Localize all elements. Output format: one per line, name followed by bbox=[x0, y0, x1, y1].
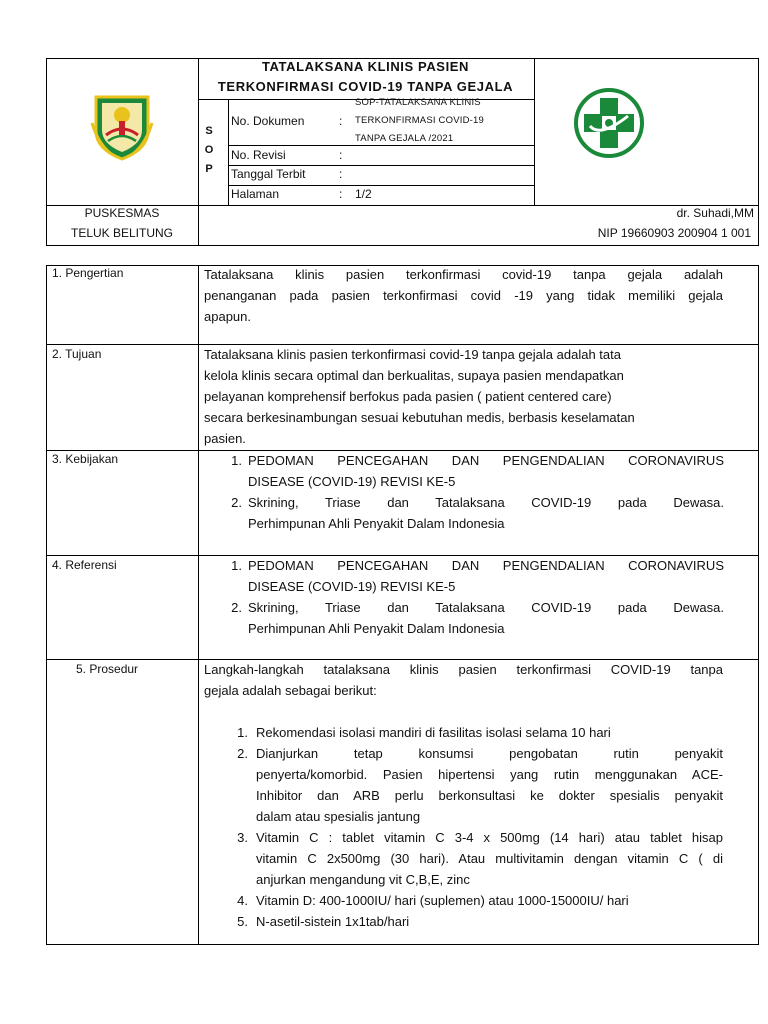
field-label-tanggal-terbit: Tanggal Terbit bbox=[231, 167, 306, 181]
list-number: 3. bbox=[237, 830, 248, 845]
list-item bbox=[222, 597, 724, 639]
text-line: DISEASE (COVID-19) REVISI KE-5 bbox=[248, 579, 456, 594]
text-line: penanganan pada pasien terkonfirmasi covid -19 yang tidak memiliki gejala bbox=[204, 288, 723, 303]
text-line: Tatalaksana klinis pasien terkonfirmasi covid-19 tanpa gejala adalah tata bbox=[204, 347, 621, 362]
list-item bbox=[228, 722, 723, 743]
document-title-line1: TATALAKSANA KLINIS PASIEN bbox=[261, 59, 470, 74]
list-number: 5. bbox=[237, 914, 248, 929]
signer-nip: NIP 19660903 200904 1 001 bbox=[597, 226, 751, 240]
text-line: PEDOMAN PENCEGAHAN DAN PENGENDALIAN CORONAVIRUS bbox=[248, 558, 724, 573]
field-value-no-dokumen-1: SOP-TATALAKSANA KLINIS bbox=[355, 97, 481, 108]
sop-letter-p: P bbox=[205, 163, 213, 175]
list-number: 2. bbox=[237, 746, 248, 761]
field-colon: : bbox=[339, 167, 343, 181]
text-line: Skrining, Triase dan Tatalaksana COVID-19 pada Dewasa. bbox=[248, 495, 724, 510]
text-line: Vitamin C : tablet vitamin C 3-4 x 500mg (14 hari) atau tablet hisap bbox=[256, 830, 723, 845]
text-line: DISEASE (COVID-19) REVISI KE-5 bbox=[248, 474, 456, 489]
section-tujuan-text bbox=[204, 344, 704, 449]
text-line: Skrining, Triase dan Tatalaksana COVID-19 pada Dewasa. bbox=[248, 600, 724, 615]
section-label-referensi: 4. Referensi bbox=[52, 558, 117, 572]
list-item bbox=[228, 890, 723, 911]
text-line: apapun. bbox=[204, 309, 251, 324]
text-line: Dianjurkan tetap konsumsi pengobatan rutin penyakit bbox=[256, 746, 723, 761]
list-item bbox=[222, 555, 724, 597]
text-line: Vitamin D: 400-1000IU/ hari (suplemen) atau 1000-15000IU/ hari bbox=[256, 893, 629, 908]
text-line: secara berkesinambungan sesuai kebutuhan medis, berbasis keselamatan bbox=[204, 410, 635, 425]
list-item bbox=[222, 450, 724, 492]
list-number: 2. bbox=[231, 600, 242, 615]
regional-emblem-icon bbox=[90, 93, 154, 161]
text-line: Rekomendasi isolasi mandiri di fasilitas isolasi selama 10 hari bbox=[256, 725, 611, 740]
section-prosedur-list bbox=[228, 722, 723, 932]
section-label-kebijakan: 3. Kebijakan bbox=[52, 452, 119, 466]
text-line: Inhibitor dan ARB perlu berkonsultasi ke dokter spesialis penyakit bbox=[256, 788, 723, 803]
list-number: 1. bbox=[237, 725, 248, 740]
list-item bbox=[228, 827, 723, 890]
field-label-halaman: Halaman bbox=[231, 187, 280, 201]
field-value-no-dokumen-3: TANPA GEJALA /2021 bbox=[355, 133, 454, 144]
field-label-no-revisi: No. Revisi bbox=[231, 148, 286, 162]
section-prosedur-intro bbox=[204, 659, 723, 701]
section-referensi-list bbox=[222, 555, 724, 639]
text-line: gejala adalah sebagai berikut: bbox=[204, 683, 377, 698]
list-number: 4. bbox=[237, 893, 248, 908]
org-name-line2: TELUK BELITUNG bbox=[70, 226, 174, 240]
list-item bbox=[228, 743, 723, 827]
sop-letter-o: O bbox=[204, 144, 214, 156]
field-colon: : bbox=[339, 148, 343, 162]
text-line: anjurkan mengandung vit C,B,E, zinc bbox=[256, 872, 470, 887]
section-kebijakan-list bbox=[222, 450, 724, 534]
org-name-line1: PUSKESMAS bbox=[84, 206, 160, 220]
field-colon: : bbox=[339, 187, 343, 201]
section-pengertian-text bbox=[204, 264, 723, 327]
text-line: N-asetil-sistein 1x1tab/hari bbox=[256, 914, 410, 929]
puskesmas-cross-icon bbox=[572, 86, 646, 160]
field-value-halaman: 1/2 bbox=[355, 187, 372, 201]
field-colon: : bbox=[339, 114, 343, 128]
text-line: PEDOMAN PENCEGAHAN DAN PENGENDALIAN CORONAVIRUS bbox=[248, 453, 724, 468]
text-line: Langkah-langkah tatalaksana klinis pasien terkonfirmasi COVID-19 tanpa bbox=[204, 662, 723, 677]
section-label-tujuan: 2. Tujuan bbox=[52, 347, 102, 361]
list-item bbox=[228, 911, 723, 932]
field-label-no-dokumen: No. Dokumen bbox=[231, 114, 305, 128]
text-line: pelayanan komprehensif berfokus pada pasien ( patient centered care) bbox=[204, 389, 612, 404]
text-line: vitamin C 2x500mg (30 hari). Atau multivitamin dengan vitamin C ( di bbox=[256, 851, 723, 866]
text-line: Perhimpunan Ahli Penyakit Dalam Indonesia bbox=[248, 621, 505, 636]
text-line: Tatalaksana klinis pasien terkonfirmasi covid-19 tanpa gejala adalah bbox=[204, 267, 723, 282]
text-line: kelola klinis secara optimal dan berkualitas, supaya pasien mendapatkan bbox=[204, 368, 624, 383]
section-label-pengertian: 1. Pengertian bbox=[52, 266, 124, 280]
list-item bbox=[222, 492, 724, 534]
document-title-line2: TERKONFIRMASI COVID-19 TANPA GEJALA bbox=[217, 79, 514, 94]
text-line: pasien. bbox=[204, 431, 246, 446]
field-value-no-dokumen-2: TERKONFIRMASI COVID-19 bbox=[355, 115, 484, 126]
list-number: 1. bbox=[231, 558, 242, 573]
text-line: dalam atau spesialis jantung bbox=[256, 809, 421, 824]
section-label-prosedur: 5. Prosedur bbox=[76, 662, 139, 676]
signer-name: dr. Suhadi,MM bbox=[676, 206, 754, 220]
sop-letter-s: S bbox=[205, 125, 213, 137]
list-number: 1. bbox=[231, 453, 242, 468]
list-number: 2. bbox=[231, 495, 242, 510]
text-line: Perhimpunan Ahli Penyakit Dalam Indonesia bbox=[248, 516, 505, 531]
text-line: penyerta/komorbid. Pasien hipertensi yang rutin menggunakan ACE- bbox=[256, 767, 723, 782]
